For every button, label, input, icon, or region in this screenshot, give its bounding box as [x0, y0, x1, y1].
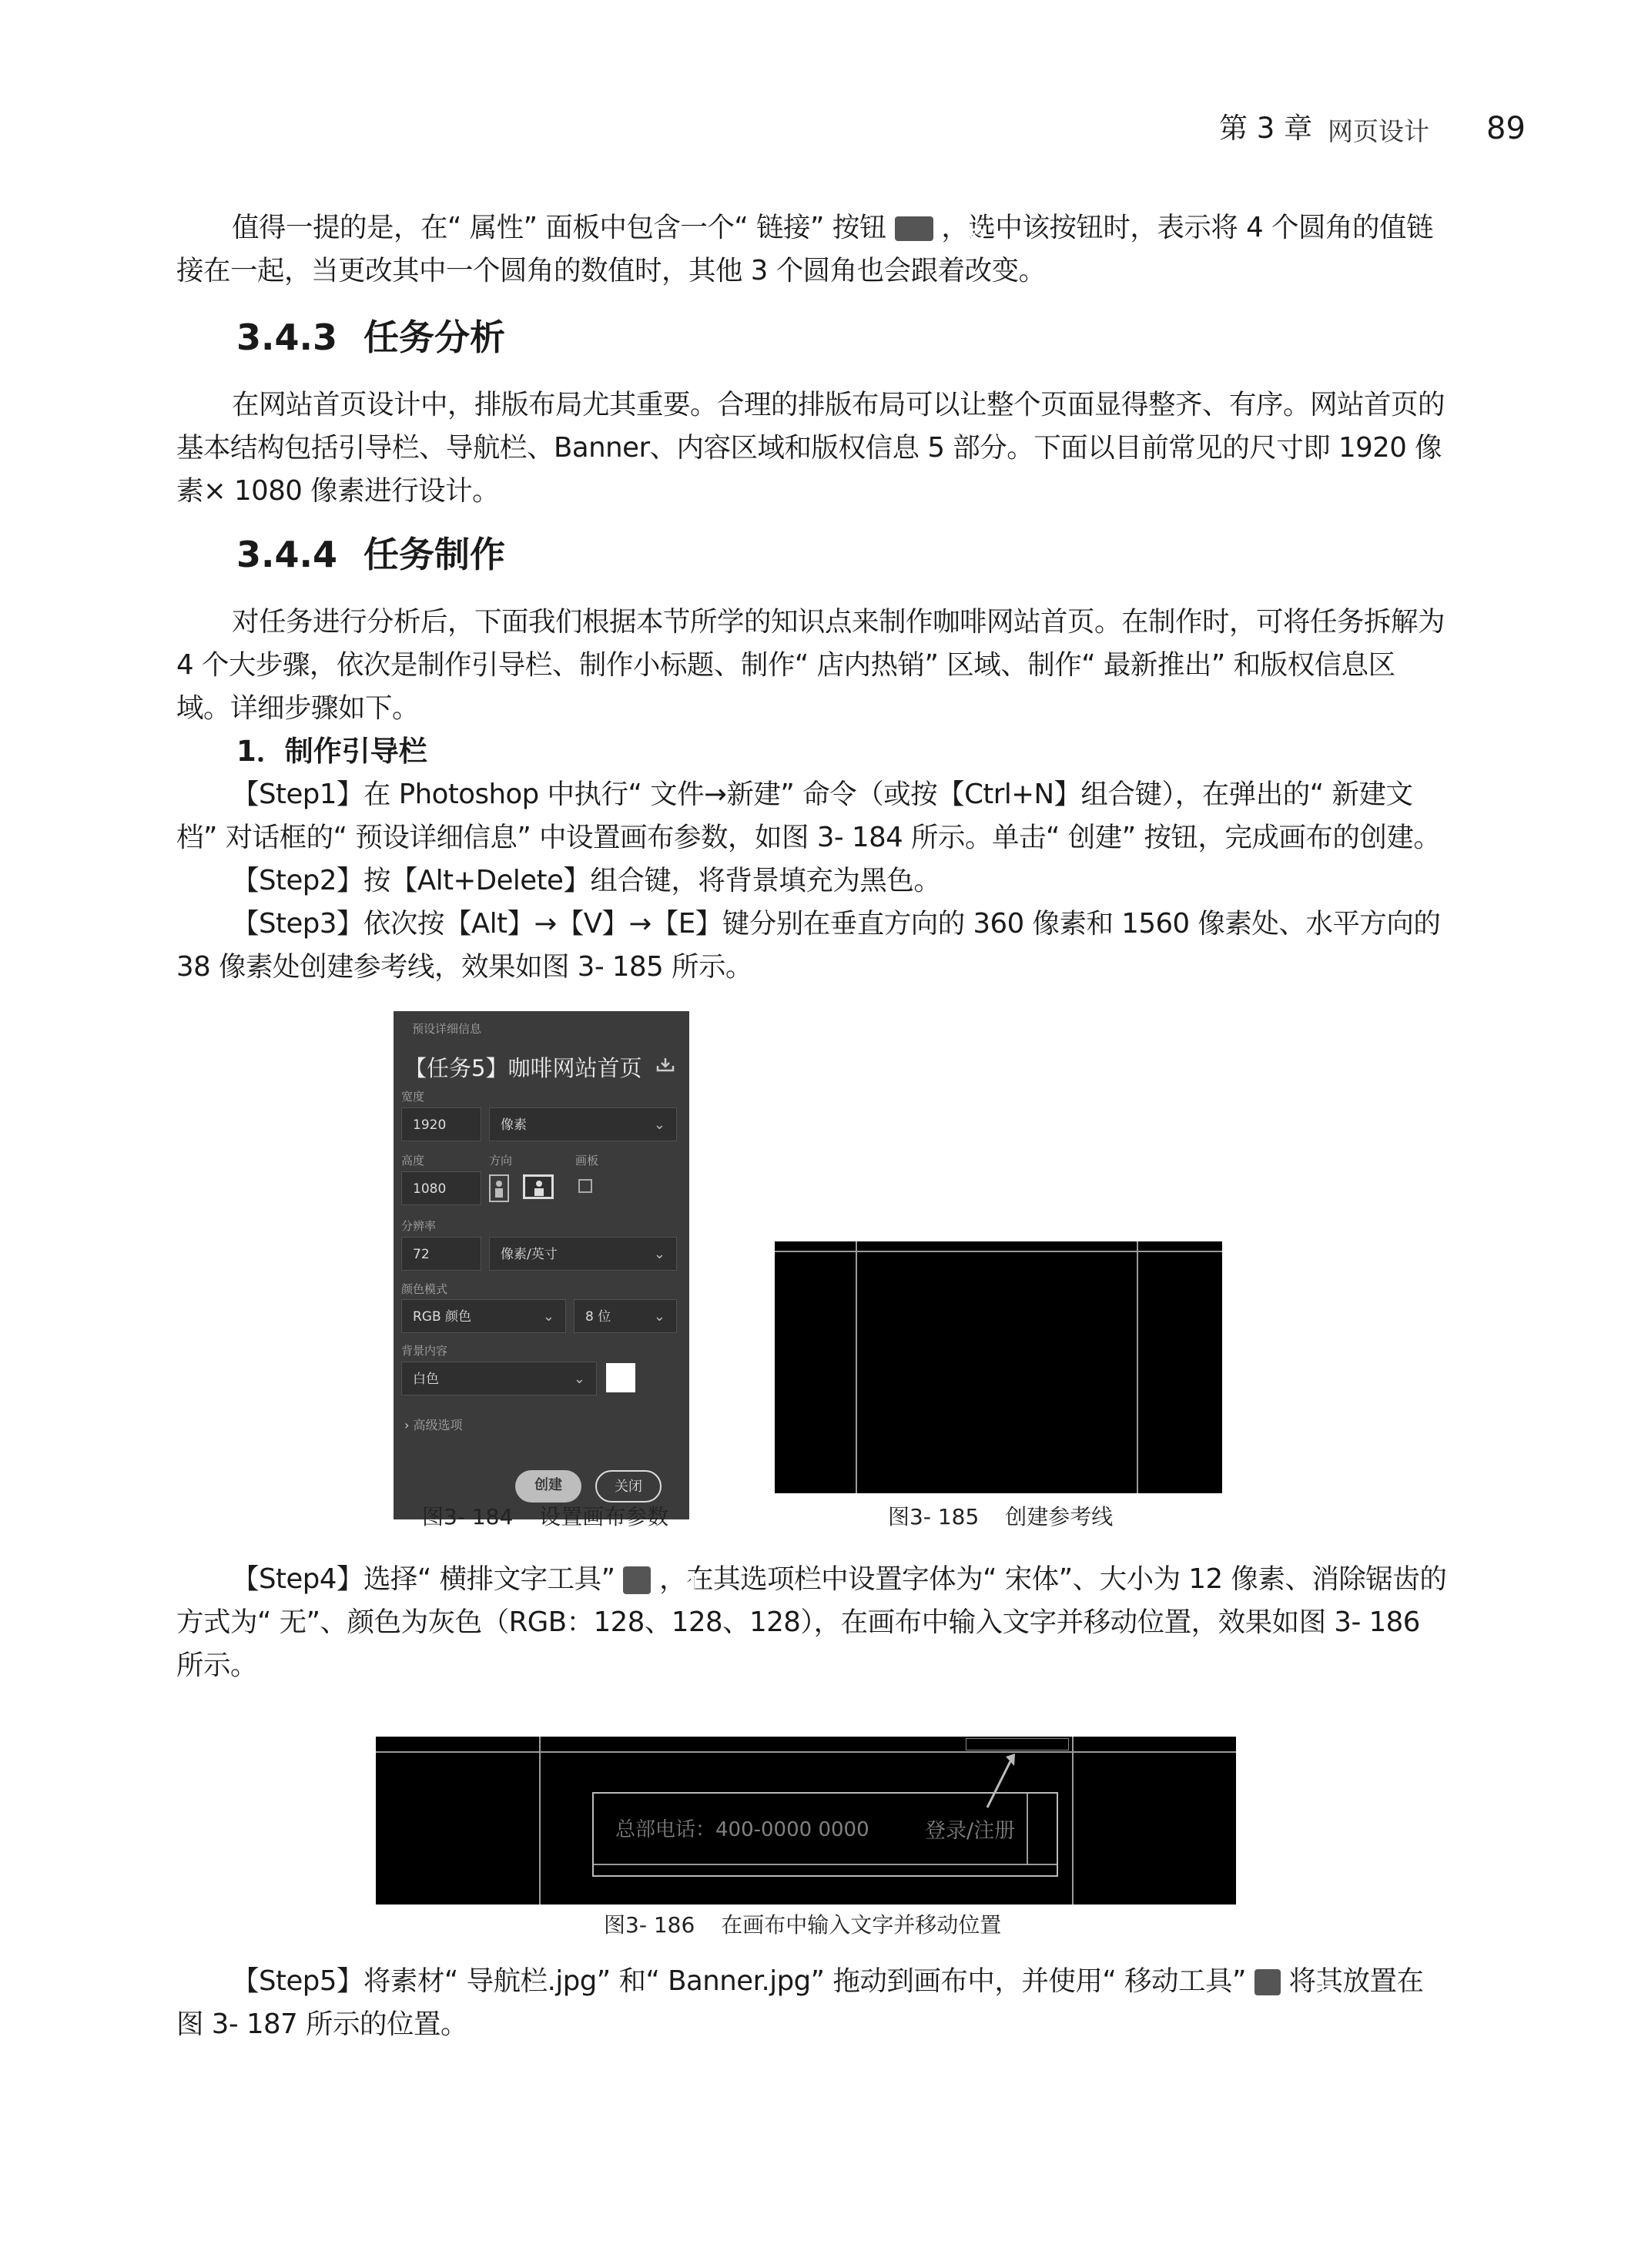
caption-text: 创建参考线 [1005, 1504, 1114, 1529]
step-5 [176, 1960, 1447, 2046]
resolution-label: 分辨率 [401, 1219, 437, 1233]
heading-title: 任务分析 [363, 317, 505, 358]
heading-title: 任务制作 [363, 534, 505, 575]
chevron-down-icon: ⌄ [653, 1308, 665, 1325]
figure-caption-184 [422, 1503, 668, 1531]
heading-3-4-3 [236, 314, 505, 360]
figure-caption-186 [604, 1911, 1001, 1939]
figure-caption-185 [888, 1503, 1113, 1531]
new-document-dialog [394, 1011, 689, 1519]
caption-number: 图3- 184 [422, 1504, 514, 1529]
zoom-guide [594, 1864, 1057, 1865]
artboard-checkbox[interactable] [578, 1179, 592, 1193]
paragraph-task: 对任务进行分析后，下面我们根据本节所学的知识点来制作咖啡网站首页。在制作时，可将任务拆解为 4 个大步骤，依次是制作引导栏、制作小标题、制作“ 店内热销” 区域、制作“ 最新推出” 和版权信息区域。详细步骤如下。 [176, 606, 1445, 724]
paragraph-text: ，选中该按钮时，表示将 4 个圆角的值链接在一起，当更改其中一个圆角的数值时，其他 3 个圆角也会跟着改变。 [176, 212, 1433, 286]
subheading-guide-bar: 1．制作引导栏 [236, 735, 427, 768]
paragraph-analysis: 在网站首页设计中，排版布局尤其重要。合理的排版布局可以让整个页面显得整齐、有序。网站首页的基本结构包括引导栏、导航栏、Banner、内容区域和版权信息 5 部分。下面以目前常见的尺寸即 1920 像素× 1080 像素进行设计。 [176, 389, 1445, 507]
caption-text: 设置画布参数 [539, 1504, 669, 1529]
color-mode-select[interactable] [401, 1299, 566, 1333]
horizontal-type-tool-icon [623, 1566, 651, 1594]
step-5-text-b: 将其放置在图 3- 187 所示的位置。 [176, 1965, 1424, 2040]
zoom-vertical-guide [1027, 1794, 1028, 1864]
step-4-text-b: ，在其选项栏中设置字体为“ 宋体”、大小为 12 像素、消除锯齿的方式为“ 无”、颜色为灰色（RGB：128、128、128），在画布中输入文字并移动位置，效果如图 3- 186 所示。 [176, 1563, 1447, 1681]
close-button[interactable]: 关闭 [595, 1470, 662, 1503]
bit-depth-value: 8 位 [585, 1309, 611, 1325]
zoom-frame [592, 1792, 1058, 1877]
background-value: 白色 [413, 1372, 439, 1387]
background-select[interactable] [401, 1362, 597, 1395]
phone-text: 总部电话：400-0000 0000 [615, 1818, 869, 1841]
height-label: 高度 [401, 1154, 425, 1168]
create-button[interactable]: 创建 [515, 1470, 581, 1503]
step-5-text-a: 【Step5】将素材“ 导航栏.jpg” 和“ Banner.jpg” 拖动到画布中，并使用“ 移动工具” [232, 1965, 1246, 1997]
resolution-unit-select[interactable] [489, 1237, 677, 1271]
landscape-icon[interactable] [523, 1174, 554, 1199]
small-text-strip [966, 1738, 1069, 1750]
portrait-icon[interactable] [489, 1174, 509, 1202]
chevron-down-icon: ⌄ [653, 1246, 665, 1262]
resolution-unit-value: 像素/英寸 [501, 1247, 558, 1262]
background-color-swatch[interactable] [606, 1363, 635, 1392]
caption-number: 图3- 185 [888, 1504, 980, 1529]
document-title: 【任务5】咖啡网站首页 [404, 1055, 642, 1081]
chapter-label: 第 3 章 [1219, 112, 1313, 145]
vertical-guide-right [1137, 1241, 1138, 1493]
step-3: 【Step3】依次按【Alt】→【V】→【E】键分别在垂直方向的 360 像素和 1560 像素处、水平方向的 38 像素处创建参考线，效果如图 3- 185 所示。 [176, 908, 1441, 983]
step-1: 【Step1】在 Photoshop 中执行“ 文件→新建” 命令（或按【Ctrl+N】组合键），在弹出的“ 新建文档” 对话框的“ 预设详细信息” 中设置画布参数，如图 3- 184 所示。单击“ 创建” 按钮，完成画布的创建。 [176, 779, 1441, 853]
vertical-guide-left [539, 1737, 541, 1905]
login-text: 登录/注册 [925, 1819, 1016, 1843]
horizontal-guide [376, 1751, 1236, 1753]
artboard-label: 画板 [575, 1154, 599, 1168]
advanced-options[interactable] [404, 1415, 463, 1433]
text-canvas [376, 1737, 1236, 1905]
bit-depth-select[interactable] [574, 1299, 677, 1333]
section-label: 网页设计 [1328, 116, 1429, 146]
page-number: 89 [1486, 111, 1526, 146]
orientation-label: 方向 [489, 1154, 513, 1168]
preset-label: 预设详细信息 [412, 1022, 482, 1036]
color-mode-value: RGB 颜色 [413, 1309, 472, 1325]
heading-number: 3.4.3 [236, 317, 337, 358]
heading-3-4-4 [236, 531, 505, 578]
width-unit-select[interactable] [489, 1107, 677, 1141]
horizontal-guide [775, 1251, 1222, 1252]
chevron-down-icon: ⌄ [573, 1371, 585, 1387]
paragraph-link-button [176, 206, 1447, 293]
save-preset-icon[interactable] [655, 1056, 675, 1073]
chevron-right-icon: › [404, 1418, 410, 1432]
step-4 [176, 1558, 1447, 1687]
resolution-input[interactable]: 72 [401, 1237, 481, 1271]
paragraph-text: 值得一提的是，在“ 属性” 面板中包含一个“ 链接” 按钮 [232, 212, 886, 243]
guides-canvas [775, 1241, 1222, 1493]
width-input[interactable]: 1920 [401, 1107, 481, 1141]
caption-number: 图3- 186 [604, 1912, 695, 1938]
chevron-down-icon: ⌄ [653, 1117, 665, 1133]
vertical-guide-left [856, 1241, 857, 1493]
width-unit-value: 像素 [501, 1117, 527, 1133]
link-icon [895, 216, 933, 241]
caption-text: 在画布中输入文字并移动位置 [721, 1912, 1002, 1938]
vertical-guide-right [1072, 1737, 1074, 1905]
height-input[interactable]: 1080 [401, 1171, 481, 1205]
step-4-text-a: 【Step4】选择“ 横排文字工具” [232, 1563, 615, 1595]
step-2: 【Step2】按【Alt+Delete】组合键，将背景填充为黑色。 [232, 865, 941, 896]
advanced-label: 高级选项 [413, 1418, 463, 1432]
chevron-down-icon: ⌄ [542, 1308, 554, 1325]
color-mode-label: 颜色模式 [401, 1282, 448, 1296]
width-label: 宽度 [401, 1090, 425, 1104]
heading-number: 3.4.4 [236, 534, 337, 575]
background-label: 背景内容 [401, 1344, 448, 1358]
move-tool-icon [1254, 1969, 1281, 1995]
